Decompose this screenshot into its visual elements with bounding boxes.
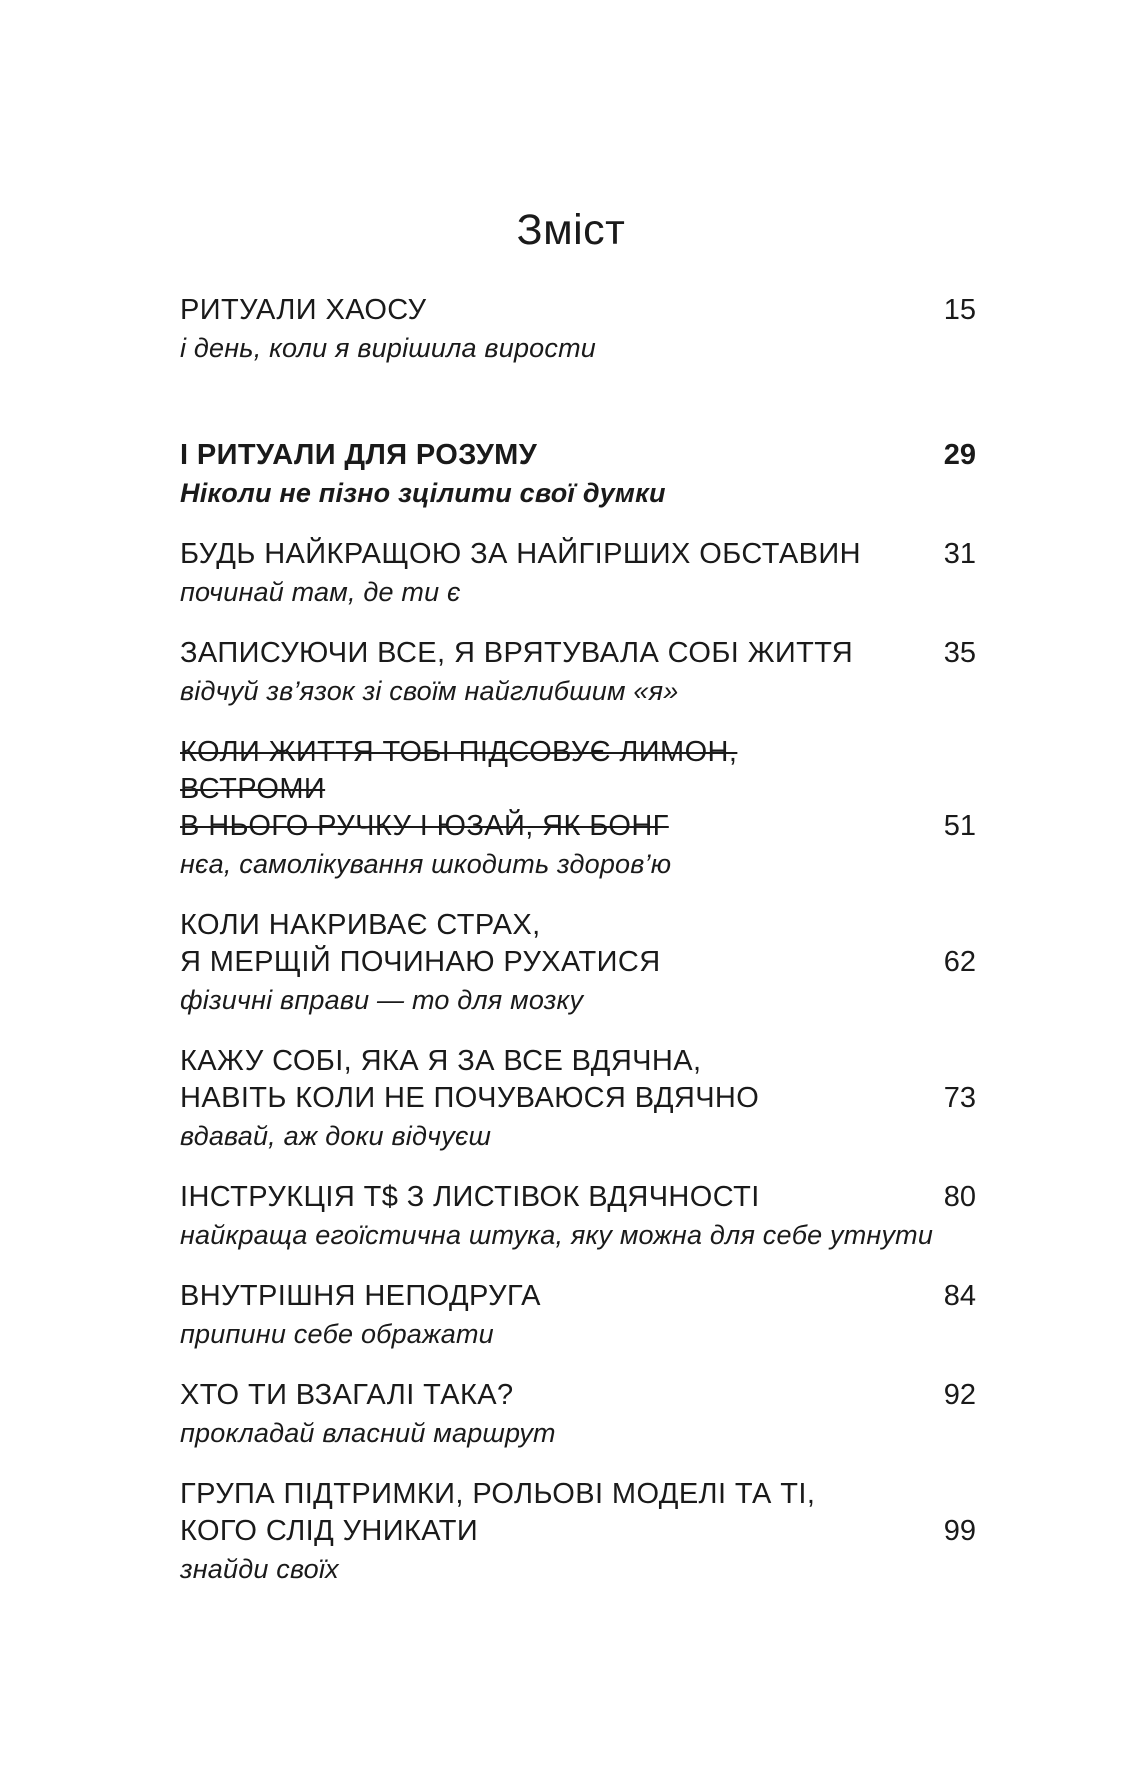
toc-page-number: 31 [943, 538, 976, 570]
toc-page-number: 29 [943, 439, 976, 471]
toc-entry-writing-saved-my-life[interactable] [180, 635, 976, 710]
toc-entry-subtitle: припини себе ображати [180, 1319, 494, 1349]
toc-entry-rituals-of-chaos[interactable] [180, 292, 976, 367]
toc-entry-subtitle: прокладай власний маршрут [180, 1418, 556, 1448]
toc-entry-be-your-best[interactable] [180, 536, 976, 611]
toc-entry-heading [180, 1043, 759, 1117]
toc-entry-subtitle: вдавай, аж доки відчуєш [180, 1121, 492, 1151]
toc-heading-line: В НЬОГО РУЧКУ І ЮЗАЙ, ЯК БОНГ [180, 810, 669, 842]
toc-page-number: 15 [943, 294, 976, 326]
toc-entry-heading-struck [180, 734, 880, 845]
toc-entry-heading [180, 536, 861, 573]
table-of-contents [180, 292, 976, 1612]
toc-entry-subtitle: відчуй зв’язок зі своїм найглибшим «я» [180, 676, 679, 706]
toc-entry-gratitude[interactable] [180, 1043, 976, 1155]
page-title: Зміст [516, 205, 626, 254]
toc-heading-line: БУДЬ НАЙКРАЩОЮ ЗА НАЙГІРШИХ ОБСТАВИН [180, 538, 861, 570]
toc-entry-heading [180, 292, 427, 329]
toc-page-number: 84 [943, 1280, 976, 1312]
toc-entry-lemon-bong[interactable] [180, 734, 976, 883]
toc-heading-line: КОЛИ НАКРИВАЄ СТРАХ, [180, 909, 541, 941]
toc-entry-heading [180, 1377, 514, 1414]
toc-entry-fear-movement[interactable] [180, 907, 976, 1019]
toc-heading-line: НАВІТЬ КОЛИ НЕ ПОЧУВАЮСЯ ВДЯЧНО [180, 1082, 760, 1114]
toc-entry-heading [180, 1476, 815, 1550]
toc-section-mind-rituals[interactable] [180, 437, 976, 512]
toc-entry-subtitle: і день, коли я вирішила вирости [180, 333, 596, 363]
toc-entry-subtitle: найкраща егоїстична штука, яку можна для себе утнути [180, 1220, 934, 1250]
toc-section-subtitle: Ніколи не пізно зцілити свої думки [180, 478, 666, 508]
toc-heading-line: КАЖУ СОБІ, ЯКА Я ЗА ВСЕ ВДЯЧНА, [180, 1045, 702, 1077]
toc-heading-line: ВНУТРІШНЯ НЕПОДРУГА [180, 1280, 541, 1312]
toc-entry-inner-unfriend[interactable] [180, 1278, 976, 1353]
toc-entry-heading [180, 635, 853, 672]
toc-page-number: 73 [943, 1082, 976, 1114]
toc-page-number: 62 [943, 946, 976, 978]
toc-heading-line: ХТО ТИ ВЗАГАЛІ ТАКА? [180, 1379, 514, 1411]
toc-entry-heading [180, 1179, 760, 1216]
toc-entry-subtitle: нєа, самолікування шкодить здоров’ю [180, 849, 672, 879]
toc-heading-line: ЗАПИСУЮЧИ ВСЕ, Я ВРЯТУВАЛА СОБІ ЖИТТЯ [180, 637, 854, 669]
toc-entry-subtitle: знайди своїх [180, 1554, 339, 1584]
toc-heading-line: РИТУАЛИ ХАОСУ [180, 294, 427, 326]
toc-heading-line: КОЛИ ЖИТТЯ ТОБІ ПІДСОВУЄ ЛИМОН, ВСТРОМИ [180, 736, 738, 805]
toc-entry-subtitle: починай там, де ти є [180, 577, 461, 607]
toc-page-number: 51 [943, 810, 976, 842]
toc-heading-line: КОГО СЛІД УНИКАТИ [180, 1515, 479, 1547]
toc-entry-heading [180, 907, 661, 981]
toc-entry-support-group[interactable] [180, 1476, 976, 1588]
toc-page-number: 99 [943, 1515, 976, 1547]
toc-heading-line: Я МЕРЩІЙ ПОЧИНАЮ РУХАТИСЯ [180, 946, 661, 978]
toc-page-number: 35 [943, 637, 976, 669]
toc-entry-gratitude-cards[interactable] [180, 1179, 976, 1254]
toc-entry-who-are-you[interactable] [180, 1377, 976, 1452]
toc-page-number: 92 [943, 1379, 976, 1411]
toc-heading-line: ГРУПА ПІДТРИМКИ, РОЛЬОВІ МОДЕЛІ ТА ТІ, [180, 1478, 816, 1510]
toc-page-number: 80 [943, 1181, 976, 1213]
toc-heading-line: ІНСТРУКЦІЯ Т$ З ЛИСТІВОК ВДЯЧНОСТІ [180, 1181, 760, 1213]
toc-entry-subtitle: фізичні вправи — то для мозку [180, 985, 584, 1015]
toc-section-heading [180, 437, 537, 474]
toc-heading-line: І РИТУАЛИ ДЛЯ РОЗУМУ [180, 439, 538, 471]
toc-entry-heading [180, 1278, 541, 1315]
